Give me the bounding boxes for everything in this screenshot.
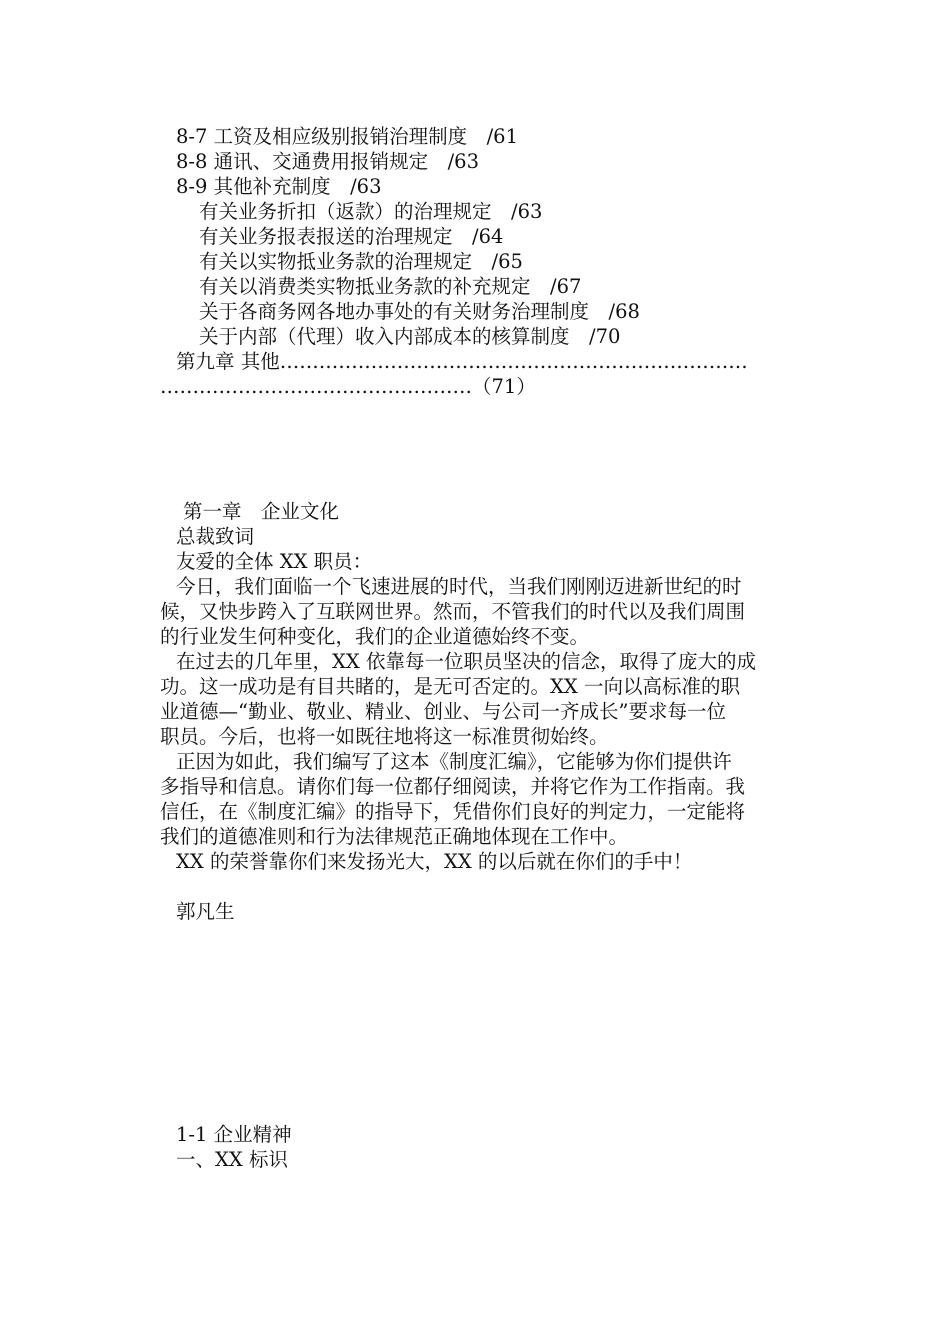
toc-chapter-9-page: …………………………………………（71） xyxy=(160,375,536,398)
paragraph-line: 多指导和信息。请你们每一位都仔细阅读，并将它作为工作指南。我 xyxy=(160,775,746,798)
toc-chapter-9: 第九章 其他……………………………………………………………… xyxy=(176,350,748,373)
signature: 郭凡生 xyxy=(176,900,235,923)
section-heading: 总裁致词 xyxy=(176,525,255,548)
paragraph-line: 在过去的几年里，XX 依靠每一位职员坚决的信念，取得了庞大的成 xyxy=(176,650,756,673)
paragraph-line: 业道德—“勤业、敬业、精业、创业、与公司一齐成长”要求每一位 xyxy=(160,700,726,723)
toc-sub-item: 关于各商务网各地办事处的有关财务治理制度 /68 xyxy=(199,300,640,323)
toc-item: 8-9 其他补充制度 /63 xyxy=(176,175,382,198)
closing-line: XX 的荣誉靠你们来发扬光大，XX 的以后就在你们的手中！ xyxy=(176,850,693,873)
paragraph-line: 信任，在《制度汇编》的指导下，凭借你们良好的判定力，一定能将 xyxy=(160,800,746,823)
paragraph-line: 今日，我们面临一个飞速进展的时代，当我们刚刚迈进新世纪的时 xyxy=(176,575,742,598)
paragraph-line: 候，又快步跨入了互联网世界。然而，不管我们的时代以及我们周围 xyxy=(160,600,746,623)
toc-sub-item: 有关业务折扣（返款）的治理规定 /63 xyxy=(199,200,543,223)
toc-item: 8-8 通讯、交通费用报销规定 /63 xyxy=(176,150,479,173)
toc-sub-item: 有关以实物抵业务款的治理规定 /65 xyxy=(199,250,523,273)
paragraph-line: 功。这一成功是有目共睹的，是无可否定的。XX 一向以高标准的职 xyxy=(160,675,740,698)
paragraph-line: 职员。今后，也将一如既往地将这一标准贯彻始终。 xyxy=(160,725,609,748)
toc-sub-item: 有关以消费类实物抵业务款的补充规定 /67 xyxy=(199,275,582,298)
greeting: 友爱的全体 XX 职员： xyxy=(176,550,373,573)
paragraph-line: 我们的道德准则和行为法律规范正确地体现在工作中。 xyxy=(160,825,629,848)
toc-sub-item: 关于内部（代理）收入内部成本的核算制度 /70 xyxy=(199,325,621,348)
section-subtitle: 一、XX 标识 xyxy=(176,1148,288,1171)
section-title: 1-1 企业精神 xyxy=(176,1123,292,1146)
toc-sub-item: 有关业务报表报送的治理规定 /64 xyxy=(199,225,504,248)
paragraph-line: 正因为如此，我们编写了这本《制度汇编》，它能够为你们提供许 xyxy=(176,750,732,773)
toc-item: 8-7 工资及相应级别报销治理制度 /61 xyxy=(176,125,518,148)
paragraph-line: 的行业发生何种变化，我们的企业道德始终不变。 xyxy=(160,625,590,648)
chapter-title: 第一章 企业文化 xyxy=(183,500,340,523)
